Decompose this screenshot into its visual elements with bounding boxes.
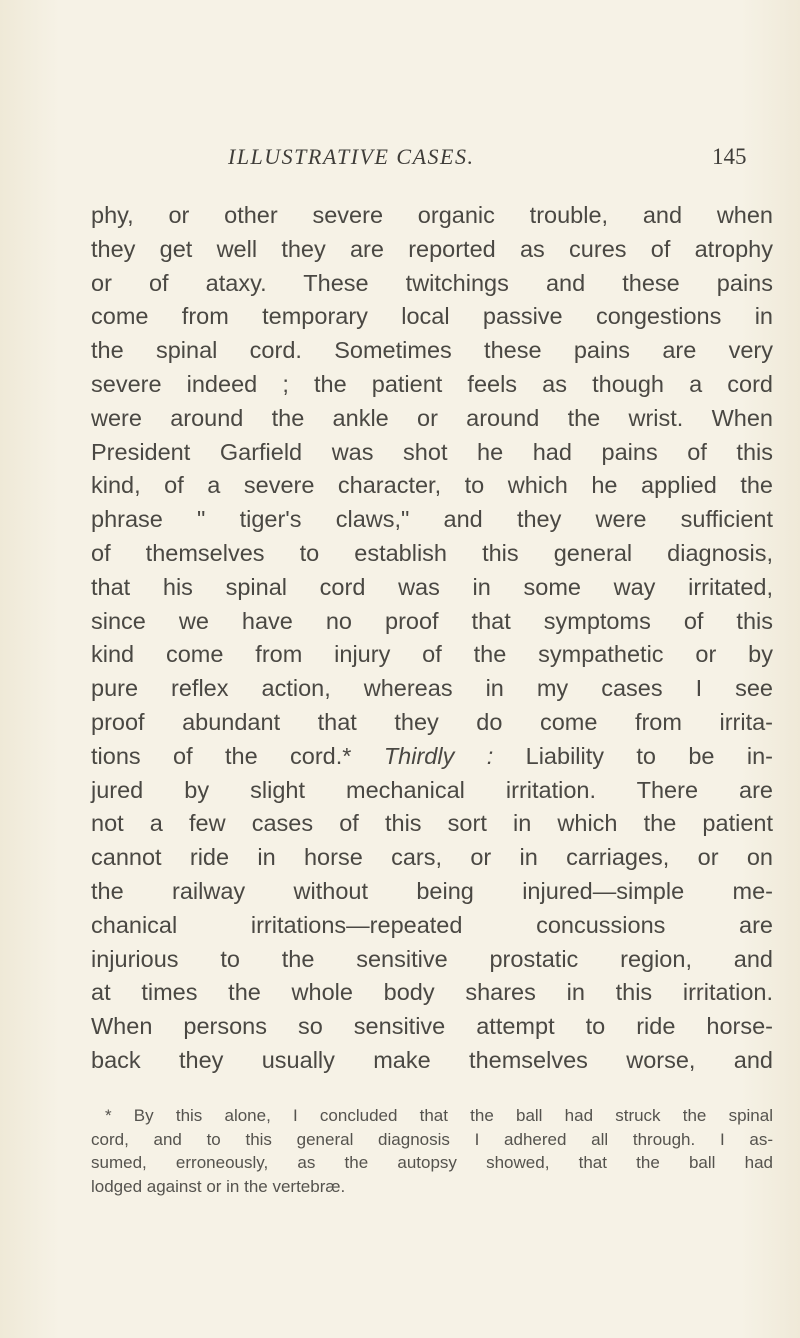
thirdly-heading: Thirdly : xyxy=(383,742,494,769)
text-line: or of ataxy. These twitchings and these pains xyxy=(91,269,773,296)
text-fragment: tions of the cord.* xyxy=(91,742,352,769)
footnote xyxy=(91,1104,773,1198)
text-line: come from temporary local passive congestions in xyxy=(91,303,773,330)
text-line: that his spinal cord was in some way irritated, xyxy=(91,573,773,600)
text-line: were around the ankle or around the wrist. When xyxy=(91,404,773,431)
text-line: chanical irritations—repeated concussions are xyxy=(91,911,773,938)
text-line: since we have no proof that symptoms of this xyxy=(91,607,773,634)
text-line: of themselves to establish this general diagnosis, xyxy=(91,539,773,566)
text-line: phrase " tiger's claws," and they were sufficient xyxy=(91,506,773,533)
text-line: kind come from injury of the sympathetic or by xyxy=(91,641,773,668)
text-line: severe indeed ; the patient feels as though a cord xyxy=(91,370,773,397)
text-line: jured by slight mechanical irritation. There are xyxy=(91,776,773,803)
body-text xyxy=(91,199,773,1078)
text-line-thirdly xyxy=(91,740,773,774)
text-line: cannot ride in horse cars, or in carriages, or on xyxy=(91,844,773,871)
text-line: President Garfield was shot he had pains of this xyxy=(91,438,773,465)
footnote-line: lodged against or in the vertebræ. xyxy=(91,1176,346,1196)
footnote-line: sumed, erroneously, as the autopsy showed, that the ball had xyxy=(91,1153,773,1172)
text-line: kind, of a severe character, to which he applied the xyxy=(91,472,773,499)
text-fragment: Liability to be in- xyxy=(525,742,774,769)
text-line: back they usually make themselves worse, and xyxy=(91,1046,773,1073)
text-line: they get well they are reported as cures of atrophy xyxy=(91,235,773,262)
running-head: ILLUSTRATIVE CASES. xyxy=(228,144,475,169)
text-line: pure reflex action, whereas in my cases I see xyxy=(91,675,773,702)
text-line: the spinal cord. Sometimes these pains are very xyxy=(91,337,773,364)
text-line: not a few cases of this sort in which the patient xyxy=(91,810,773,837)
text-line: When persons so sensitive attempt to ride horse- xyxy=(91,1013,773,1040)
text-line: injurious to the sensitive prostatic region, and xyxy=(91,945,773,972)
page-number: 145 xyxy=(712,144,747,169)
page-header xyxy=(0,144,800,184)
text-line: the railway without being injured—simple me- xyxy=(91,877,773,904)
text-line: phy, or other severe organic trouble, and when xyxy=(91,202,773,228)
footnote-line: * By this alone, I concluded that the ball had struck the spinal xyxy=(105,1106,773,1125)
footnote-line: cord, and to this general diagnosis I adhered all through. I as- xyxy=(91,1129,773,1149)
text-line: at times the whole body shares in this irritation. xyxy=(91,979,773,1006)
text-line: proof abundant that they do come from irrita- xyxy=(91,708,773,735)
